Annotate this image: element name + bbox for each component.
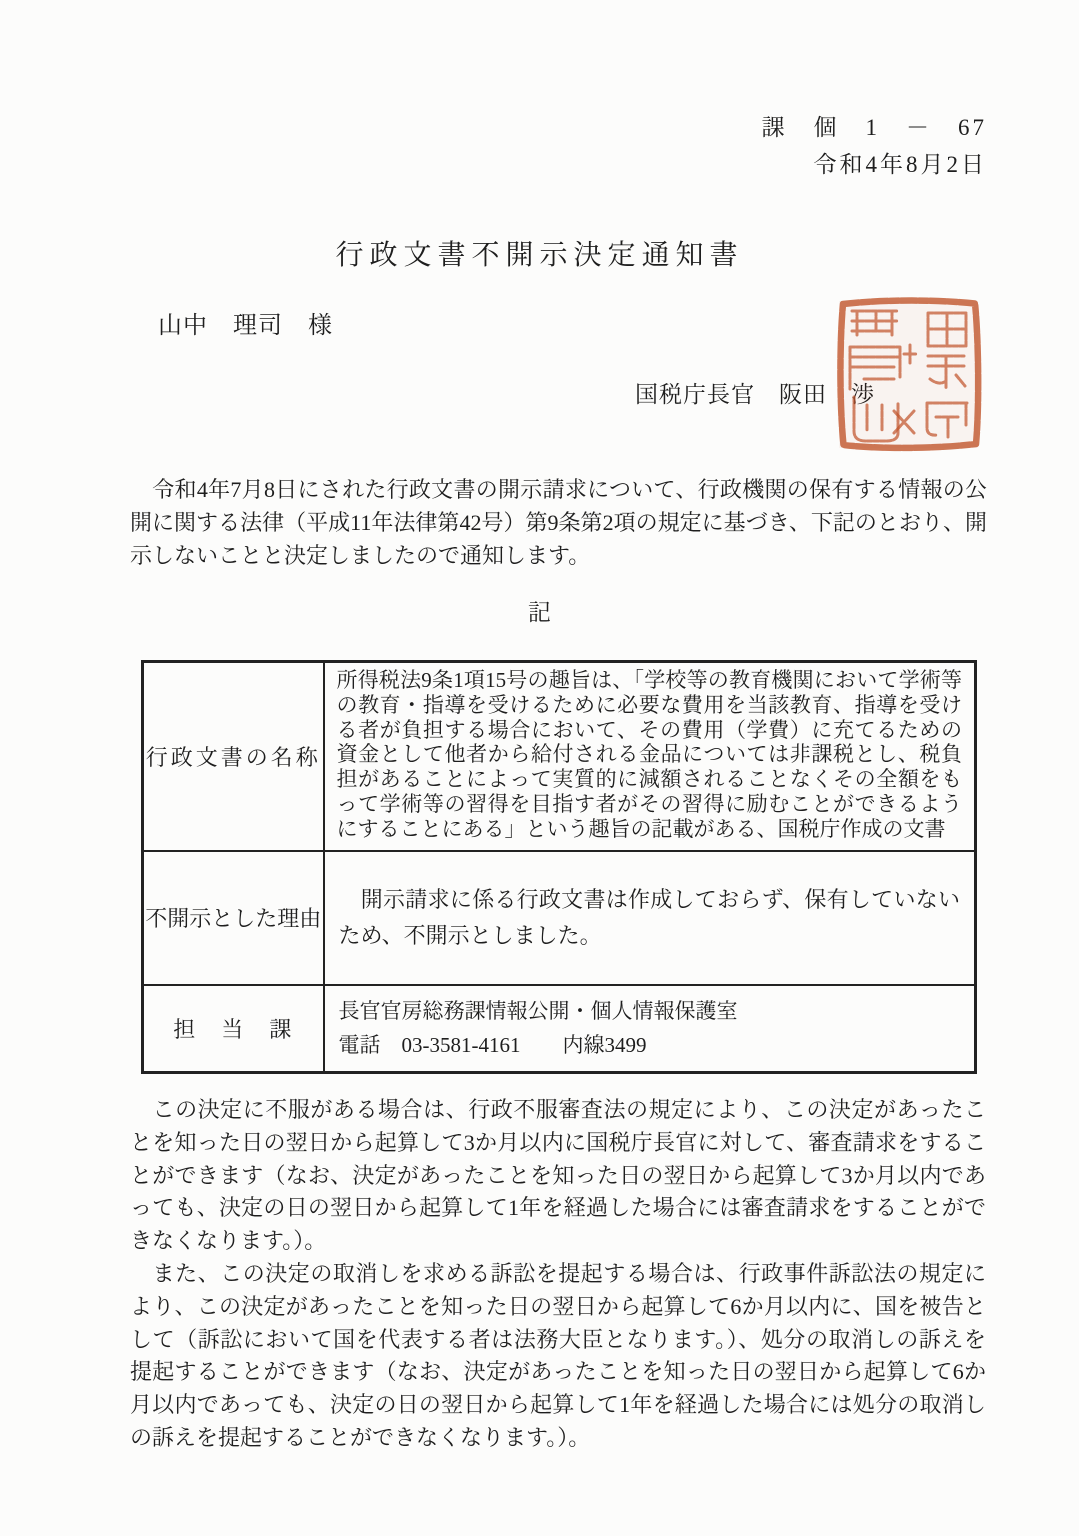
section-phone-number: 電話 03-3581-4161 内線3499 <box>338 1033 647 1058</box>
doc-date: 令和4年8月2日 <box>813 152 987 177</box>
document-name-value: 所得税法9条1項15号の趣旨は、「学校等の教育機関において学術等の教育・指導を受けるために必要な費用を当該教育、指導を受ける者が負担する場合において、その費用（学費）に充てるための資金として他者から給付される金品については非課税とし、税負担があることによって実質的に減額されることなくその全額をもって学術等の習得を目指す者がその習得に励むことができるようにすることにある」という趣旨の記載がある、国税庁作成の文書 <box>324 662 976 851</box>
intro-paragraph: 令和4年7月8日にされた行政文書の開示請求について、行政機関の保有する情報の公開に関する法律（平成11年法律第42号）第9条第2項の規定に基づき、下記のとおり、開示しないことと決定しましたので通知します。 <box>130 477 987 568</box>
page-title: 行政文書不開示決定通知書 <box>335 240 744 271</box>
sender-name: 国税庁長官 阪田 渉 <box>635 382 875 407</box>
section-office-name: 長官官房総務課情報公開・個人情報保護室 <box>338 999 738 1024</box>
table-row-nondisclosure-reason <box>143 851 976 985</box>
section-marker: 記 <box>528 600 551 625</box>
document-header-meta <box>762 109 988 183</box>
appeal-paragraph-lawsuit: また、この決定の取消しを求める訴訟を提起する場合は、行政事件訴訟法の規定により、この決定があったことを知った日の翌日から起算して6か月以内に、国を被告として（訴訟において国を代表する者は法務大臣となります。）、処分の取消しの訴えを提起することができます（なお、決定があったことを知った日の翌日から起算して6か月以内であっても、決定の日の翌日から起算して1年を経過した場合には処分の取消しの訴えを提起することができなくなります。）。 <box>130 1260 986 1450</box>
reason-label: 不開示とした理由 <box>143 851 324 985</box>
doc-ref-number: 課 個 1 － 67 <box>761 115 987 140</box>
decision-table <box>141 660 977 1074</box>
table-row-section-in-charge <box>143 985 976 1073</box>
official-seal-stamp-icon <box>830 293 986 455</box>
appeal-information <box>130 1094 986 1455</box>
document-name-label: 行政文書の名称 <box>143 662 324 851</box>
reason-value: 開示請求に係る行政文書は作成しておらず、保有していないため、不開示としました。 <box>324 851 976 985</box>
table-row-document-name <box>143 662 976 851</box>
section-label: 担 当 課 <box>143 985 324 1073</box>
appeal-paragraph-review-request: この決定に不服がある場合は、行政不服審査法の規定により、この決定があったことを知った日の翌日から起算して3か月以内に国税庁長官に対して、審査請求をすることができます（なお、決定があったことを知った日の翌日から起算して3か月以内であっても、決定の日の翌日から起算して1年を経過した場合には審査請求をすることができなくなります。）。 <box>130 1097 986 1254</box>
section-value <box>324 985 976 1073</box>
addressee: 山中 理司 様 <box>158 313 333 339</box>
